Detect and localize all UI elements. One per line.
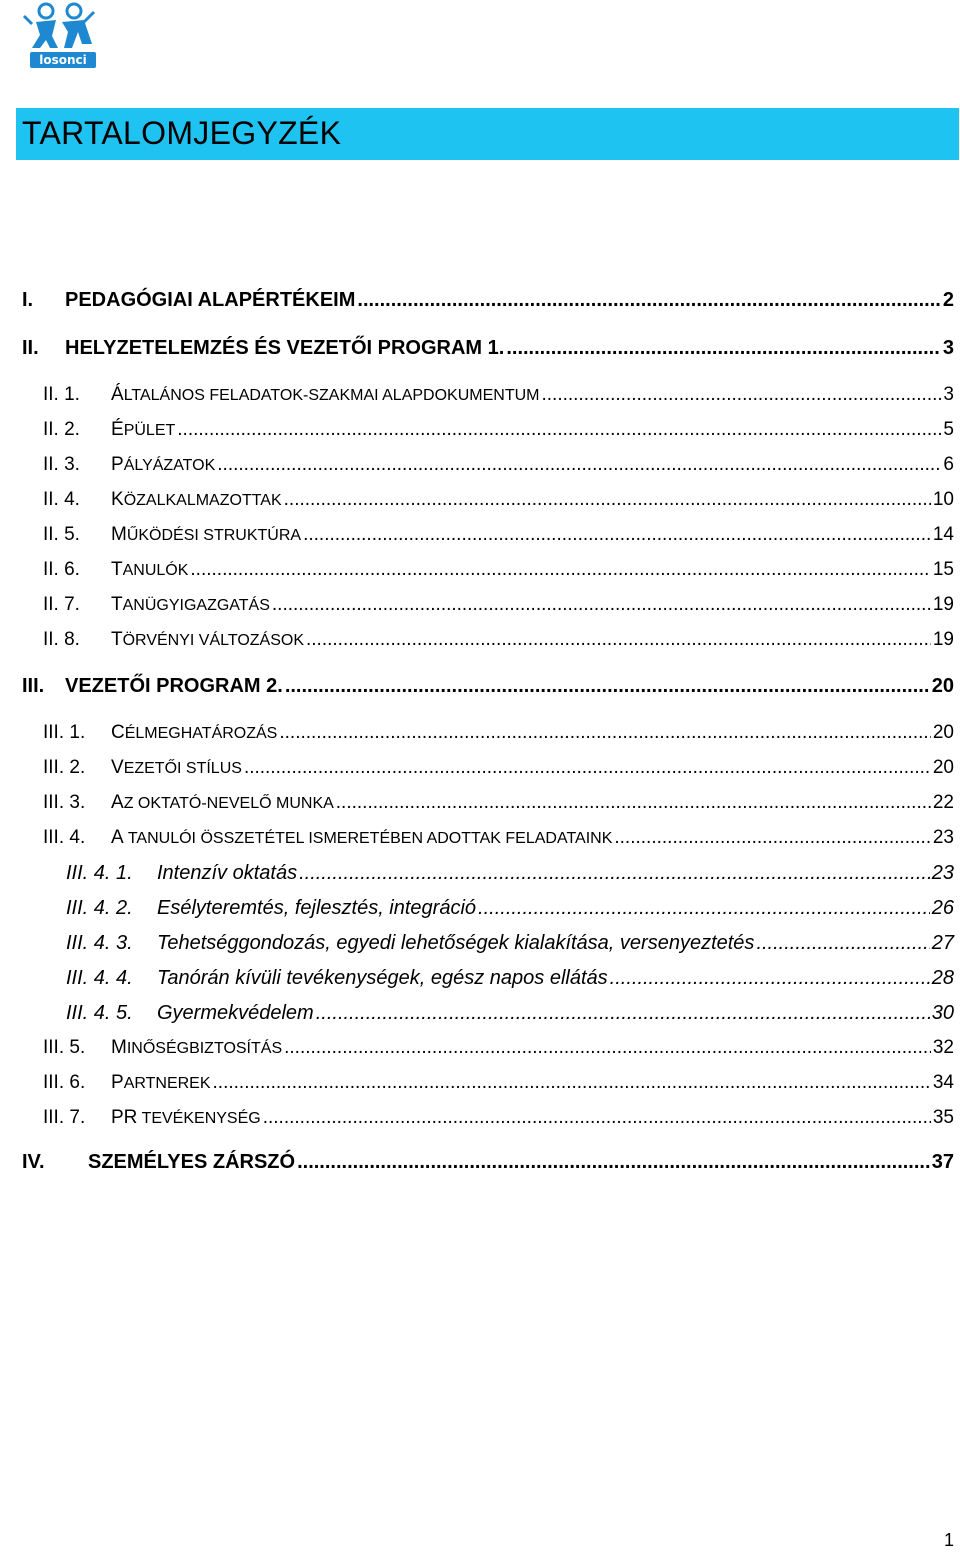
toc-entry-title-rest: ÉLMEGHATÁROZÁS: [124, 725, 278, 742]
toc-entry-title-rest: ÖRVÉNYI VÁLTOZÁSOK: [122, 632, 304, 649]
toc-entry-title-rest: ŰKÖDÉSI STRUKTÚRA: [126, 527, 302, 544]
toc-entry-title-rest: TANULÓI ÖSSZETÉTEL ISMERETÉBEN ADOTTAK FELADATAINK: [123, 830, 613, 847]
toc-entry-number: II. 7.: [43, 594, 80, 615]
dot-leader: [284, 489, 931, 511]
dot-leader: [272, 594, 931, 616]
page-title: TARTALOMJEGYZÉK: [22, 115, 342, 151]
toc-entry-number: II. 1.: [43, 384, 80, 405]
toc-entry[interactable]: [43, 722, 954, 744]
toc-entry[interactable]: [43, 1072, 954, 1094]
toc-entry[interactable]: [66, 932, 954, 955]
toc-entry-title-rest: LTALÁNOS FELADATOK-SZAKMAI ALAPDOKUMENTUM: [123, 387, 540, 404]
toc-entry-page: 22: [932, 792, 954, 813]
toc-entry-page: 5: [943, 419, 954, 440]
toc-entry[interactable]: [43, 792, 954, 814]
toc-entry-title-initial: M: [111, 1037, 127, 1058]
toc-entry-title: [111, 1037, 282, 1059]
toc-entry-title-initial: A: [111, 827, 124, 848]
toc-entry-title-rest: Z OKTATÓ-NEVELŐ MUNKA: [123, 795, 334, 812]
toc-entry-page: 2: [942, 289, 954, 311]
toc-entry-number: III.: [22, 675, 45, 697]
toc-entry[interactable]: [43, 629, 954, 651]
toc-entry-number: III. 4. 3.: [66, 932, 133, 954]
dot-leader: [213, 1072, 931, 1094]
toc-entry-page: 30: [931, 1002, 954, 1024]
dot-leader: [541, 384, 941, 406]
toc-entry-number: II. 6.: [43, 559, 80, 580]
toc-entry-title: [111, 827, 612, 849]
toc-entry-number: II. 8.: [43, 629, 80, 650]
logo-text: losonci: [39, 53, 87, 67]
toc-entry-title: [111, 629, 304, 651]
toc-entry-title: Tehetséggondozás, egyedi lehetőségek kialakítása, versenyeztetés: [157, 932, 755, 954]
toc-entry[interactable]: [43, 559, 954, 581]
toc-entry-title-initial: Á: [111, 384, 124, 405]
toc-entry[interactable]: [43, 419, 954, 441]
toc-entry-page: 35: [932, 1107, 954, 1128]
toc-entry-title-rest: EZETŐI STÍLUS: [123, 760, 242, 777]
toc-entry-page: 10: [932, 489, 954, 510]
toc-entry-title-initial: K: [111, 489, 124, 510]
toc-entry-title: Esélyteremtés, fejlesztés, integráció: [157, 897, 477, 919]
dot-leader: [303, 524, 931, 546]
toc-entry-page: 28: [931, 967, 954, 989]
toc-entry-title: [111, 1072, 211, 1094]
toc-entry-page: 20: [931, 675, 954, 697]
dot-leader: [357, 289, 940, 312]
toc-entry-title: [111, 792, 334, 814]
dot-leader: [190, 559, 930, 581]
toc-entry-title: [111, 454, 215, 476]
toc-entry[interactable]: [43, 1107, 954, 1129]
dot-leader: [614, 827, 930, 849]
toc-entry-title: [111, 1107, 261, 1129]
toc-entry-number: IV.: [22, 1151, 45, 1173]
dot-leader: [316, 1002, 930, 1025]
dot-leader: [285, 675, 930, 698]
toc-entry-title: PEDAGÓGIAI ALAPÉRTÉKEIM: [65, 289, 356, 311]
title-banner: [16, 108, 959, 160]
toc-entry[interactable]: [43, 489, 954, 511]
toc-entry-number: III. 4. 1.: [66, 862, 133, 884]
toc-entry-page: 26: [931, 897, 954, 919]
toc-entry[interactable]: [43, 594, 954, 616]
toc-entry-title: [111, 384, 539, 406]
toc-entry-title-rest: ÖZALKALMAZOTTAK: [123, 492, 282, 509]
toc-entry[interactable]: [22, 337, 954, 360]
toc-entry-page: 3: [943, 384, 954, 405]
toc-entry-page: 37: [931, 1151, 954, 1173]
toc-entry-title-initial: T: [111, 594, 123, 615]
toc-entry[interactable]: [22, 289, 954, 312]
toc-entry-number: II. 5.: [43, 524, 80, 545]
toc-entry-page: 15: [932, 559, 954, 580]
toc-entry-title: Gyermekvédelem: [157, 1002, 314, 1024]
toc-entry-number: III. 7.: [43, 1107, 86, 1128]
toc-entry-page: 23: [932, 827, 954, 848]
toc-entry-title: [111, 757, 242, 779]
dot-leader: [217, 454, 941, 476]
toc-entry[interactable]: [43, 757, 954, 779]
toc-entry-title-initial: É: [111, 419, 124, 440]
toc-entry-number: III. 4.: [43, 827, 86, 848]
toc-entry-title-rest: PÜLET: [123, 422, 176, 439]
dot-leader: [306, 629, 931, 651]
toc-entry-number: III. 6.: [43, 1072, 86, 1093]
toc-entry-title-rest: ANULÓK: [122, 562, 189, 579]
toc-entry-title-initial: PR: [111, 1107, 138, 1128]
toc-entry-title-rest: INŐSÉGBIZTOSÍTÁS: [126, 1040, 283, 1057]
toc-entry-title-rest: ANÜGYIGAZGATÁS: [122, 597, 270, 614]
toc-entry-number: III. 5.: [43, 1037, 86, 1058]
toc-entry-title-initial: P: [111, 454, 124, 475]
toc-entry-number: III. 4. 4.: [66, 967, 133, 989]
toc-entry-number: III. 4. 2.: [66, 897, 133, 919]
toc-entry-page: 23: [931, 862, 954, 884]
toc-entry-title: [111, 419, 175, 441]
dot-leader: [279, 722, 931, 744]
toc-entry-number: II. 2.: [43, 419, 80, 440]
toc-entry-title-rest: TEVÉKENYSÉG: [137, 1110, 261, 1127]
toc-entry[interactable]: [43, 524, 954, 546]
dot-leader: [284, 1037, 931, 1059]
dot-leader: [244, 757, 931, 779]
toc-entry[interactable]: [66, 1002, 954, 1025]
school-logo: [22, 2, 100, 70]
dot-leader: [177, 419, 941, 441]
toc-entry-title: [111, 524, 301, 546]
toc-entry-title: [111, 489, 282, 511]
toc-entry-number: II. 4.: [43, 489, 80, 510]
toc-entry-title: SZEMÉLYES ZÁRSZÓ: [88, 1151, 296, 1173]
toc-entry-page: 32: [932, 1037, 954, 1058]
toc-entry-page: 6: [943, 454, 954, 475]
toc-entry[interactable]: [66, 967, 954, 990]
toc-entry-number: III. 1.: [43, 722, 86, 743]
toc-entry-title: [111, 559, 188, 581]
toc-entry-title-initial: C: [111, 722, 125, 743]
toc-entry[interactable]: [43, 454, 954, 476]
toc-entry-page: 3: [942, 337, 954, 359]
toc-entry[interactable]: [66, 862, 954, 885]
toc-entry-page: 19: [932, 629, 954, 650]
toc-entry-number: II.: [22, 337, 39, 359]
toc-entry[interactable]: [22, 1151, 954, 1174]
toc-entry-number: III. 2.: [43, 757, 86, 778]
toc-entry-title-initial: A: [111, 792, 124, 813]
dot-leader: [297, 1151, 930, 1174]
dot-leader: [610, 967, 930, 990]
toc-entry[interactable]: [43, 1037, 954, 1059]
toc-entry-title-initial: M: [111, 524, 127, 545]
toc-entry-page: 20: [932, 722, 954, 743]
toc-entry-title-initial: T: [111, 629, 123, 650]
toc-entry-title: [111, 722, 277, 744]
toc-entry[interactable]: [66, 897, 954, 920]
page-number: 1: [943, 1530, 954, 1550]
toc-entry[interactable]: [43, 384, 954, 406]
toc-entry-page: 34: [932, 1072, 954, 1093]
toc-entry-number: II. 3.: [43, 454, 80, 475]
toc-entry-page: 27: [931, 932, 954, 954]
toc-entry-title: Intenzív oktatás: [157, 862, 298, 884]
dot-leader: [263, 1107, 931, 1129]
toc-entry-page: 14: [932, 524, 954, 545]
toc-entry-title: HELYZETELEMZÉS ÉS VEZETŐI PROGRAM 1.: [65, 337, 505, 359]
dot-leader: [756, 932, 929, 955]
dot-leader: [336, 792, 931, 814]
toc-entry-number: I.: [22, 289, 34, 311]
toc-entry-title-rest: ARTNEREK: [123, 1075, 211, 1092]
toc-entry-title-initial: P: [111, 1072, 124, 1093]
toc-entry[interactable]: [22, 675, 954, 698]
toc-entry-title-rest: ÁLYÁZATOK: [123, 457, 216, 474]
toc-entry-title: [111, 594, 270, 616]
dot-leader: [478, 897, 930, 920]
toc-entry-page: 20: [932, 757, 954, 778]
toc-entry-title-initial: V: [111, 757, 124, 778]
toc-entry-title: VEZETŐI PROGRAM 2.: [65, 675, 283, 697]
toc-entry-page: 19: [932, 594, 954, 615]
dot-leader: [506, 337, 941, 360]
toc-entry-number: III. 3.: [43, 792, 86, 813]
dot-leader: [299, 862, 930, 885]
toc-entry[interactable]: [43, 827, 954, 849]
toc-entry-title-initial: T: [111, 559, 123, 580]
toc-entry-number: III. 4. 5.: [66, 1002, 133, 1024]
toc-entry-title: Tanórán kívüli tevékenységek, egész napos ellátás: [157, 967, 608, 989]
